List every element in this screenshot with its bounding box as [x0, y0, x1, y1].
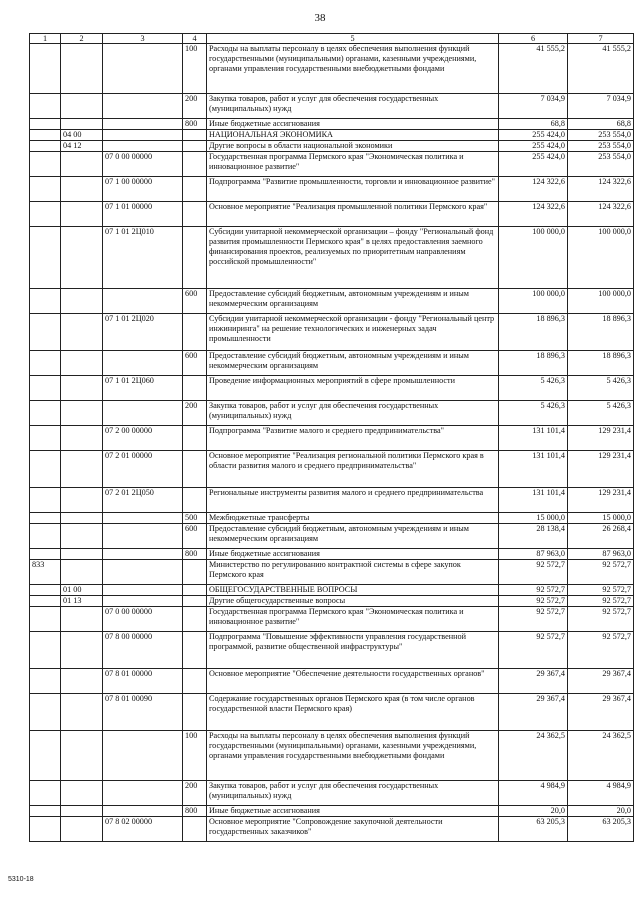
column-header: 6 — [499, 34, 568, 44]
section-code — [61, 152, 103, 177]
amount-year-2: 63 205,3 — [568, 817, 634, 842]
amount-year-2: 5 426,3 — [568, 401, 634, 426]
ministry-code — [30, 781, 61, 806]
amount-year-1: 15 000,0 — [499, 513, 568, 524]
amount-year-2: 92 572,7 — [568, 560, 634, 585]
column-header: 2 — [61, 34, 103, 44]
expense-type-code: 200 — [183, 94, 207, 119]
expense-type-code — [183, 596, 207, 607]
table-row — [30, 426, 634, 451]
ministry-code — [30, 202, 61, 227]
section-code — [61, 669, 103, 694]
table-row — [30, 376, 634, 401]
ministry-code — [30, 817, 61, 842]
budget-table — [29, 33, 634, 842]
expense-type-code: 600 — [183, 351, 207, 376]
expense-type-code: 800 — [183, 119, 207, 130]
table-body — [30, 44, 634, 842]
item-name: Субсидии унитарной некоммерческой организации - фонду "Региональный центр инжиниринга" на решение технологических и инженерных задач промышленности — [207, 314, 499, 351]
section-code — [61, 94, 103, 119]
target-article-code — [103, 585, 183, 596]
amount-year-1: 18 896,3 — [499, 314, 568, 351]
amount-year-1: 255 424,0 — [499, 130, 568, 141]
section-code — [61, 351, 103, 376]
section-code — [61, 694, 103, 731]
amount-year-1: 4 984,9 — [499, 781, 568, 806]
target-article-code: 07 8 01 00090 — [103, 694, 183, 731]
amount-year-1: 68,8 — [499, 119, 568, 130]
ministry-code — [30, 130, 61, 141]
column-header: 7 — [568, 34, 634, 44]
table-row — [30, 781, 634, 806]
ministry-code — [30, 607, 61, 632]
expense-type-code — [183, 694, 207, 731]
amount-year-1: 24 362,5 — [499, 731, 568, 781]
amount-year-2: 4 984,9 — [568, 781, 634, 806]
ministry-code — [30, 806, 61, 817]
target-article-code: 07 1 01 2Ц020 — [103, 314, 183, 351]
target-article-code: 07 8 00 00000 — [103, 632, 183, 669]
ministry-code — [30, 451, 61, 488]
table-row — [30, 44, 634, 94]
amount-year-2: 129 231,4 — [568, 451, 634, 488]
target-article-code — [103, 130, 183, 141]
target-article-code: 07 2 01 00000 — [103, 451, 183, 488]
amount-year-2: 7 034,9 — [568, 94, 634, 119]
amount-year-1: 29 367,4 — [499, 669, 568, 694]
ministry-code — [30, 119, 61, 130]
ministry-code — [30, 314, 61, 351]
target-article-code: 07 1 00 00000 — [103, 177, 183, 202]
table-row — [30, 488, 634, 513]
ministry-code — [30, 141, 61, 152]
ministry-code — [30, 524, 61, 549]
item-name: Проведение информационных мероприятий в сфере промышленности — [207, 376, 499, 401]
amount-year-1: 87 963,0 — [499, 549, 568, 560]
target-article-code: 07 2 01 2Ц050 — [103, 488, 183, 513]
amount-year-2: 124 322,6 — [568, 202, 634, 227]
item-name: Государственная программа Пермского края "Экономическая политика и инновационное развитие" — [207, 152, 499, 177]
item-name: Государственная программа Пермского края "Экономическая политика и инновационное развитие" — [207, 607, 499, 632]
amount-year-1: 5 426,3 — [499, 376, 568, 401]
amount-year-2: 129 231,4 — [568, 426, 634, 451]
amount-year-2: 92 572,7 — [568, 596, 634, 607]
amount-year-1: 18 896,3 — [499, 351, 568, 376]
amount-year-2: 68,8 — [568, 119, 634, 130]
expense-type-code: 800 — [183, 806, 207, 817]
table-row — [30, 227, 634, 289]
ministry-code — [30, 669, 61, 694]
table-row — [30, 130, 634, 141]
expense-type-code — [183, 177, 207, 202]
target-article-code — [103, 289, 183, 314]
target-article-code — [103, 141, 183, 152]
table-row — [30, 177, 634, 202]
expense-type-code: 200 — [183, 781, 207, 806]
item-name: Региональные инструменты развития малого и среднего предпринимательства — [207, 488, 499, 513]
amount-year-1: 255 424,0 — [499, 141, 568, 152]
column-header: 4 — [183, 34, 207, 44]
ministry-code — [30, 513, 61, 524]
page-number: 38 — [314, 12, 326, 24]
expense-type-code — [183, 488, 207, 513]
target-article-code — [103, 781, 183, 806]
section-code — [61, 314, 103, 351]
footer-code: 5310-18 — [8, 876, 34, 883]
item-name: Межбюджетные трансферты — [207, 513, 499, 524]
expense-type-code — [183, 202, 207, 227]
amount-year-2: 20,0 — [568, 806, 634, 817]
target-article-code: 07 0 00 00000 — [103, 152, 183, 177]
ministry-code — [30, 44, 61, 94]
section-code — [61, 488, 103, 513]
table-row — [30, 289, 634, 314]
amount-year-1: 92 572,7 — [499, 560, 568, 585]
table-row — [30, 632, 634, 669]
ministry-code — [30, 731, 61, 781]
amount-year-1: 131 101,4 — [499, 451, 568, 488]
section-code — [61, 817, 103, 842]
table-row — [30, 141, 634, 152]
expense-type-code — [183, 632, 207, 669]
item-name: Расходы на выплаты персоналу в целях обеспечения выполнения функций государственными (муниципальными) органами, казенными учреждениями, органами управления государственными внебюджетными фондами — [207, 731, 499, 781]
amount-year-2: 18 896,3 — [568, 351, 634, 376]
ministry-code — [30, 488, 61, 513]
item-name: Закупка товаров, работ и услуг для обеспечения государственных (муниципальных) нужд — [207, 781, 499, 806]
section-code — [61, 524, 103, 549]
expense-type-code — [183, 607, 207, 632]
expense-type-code — [183, 152, 207, 177]
item-name: Иные бюджетные ассигнования — [207, 119, 499, 130]
amount-year-2: 5 426,3 — [568, 376, 634, 401]
table-row — [30, 351, 634, 376]
table-row — [30, 817, 634, 842]
expense-type-code: 800 — [183, 549, 207, 560]
item-name: Предоставление субсидий бюджетным, автономным учреждениям и иным некоммерческим организациям — [207, 524, 499, 549]
column-header: 3 — [103, 34, 183, 44]
item-name: Подпрограмма "Развитие промышленности, торговли и инновационное развитие" — [207, 177, 499, 202]
item-name: Другие общегосударственные вопросы — [207, 596, 499, 607]
table-row — [30, 314, 634, 351]
amount-year-2: 24 362,5 — [568, 731, 634, 781]
expense-type-code — [183, 669, 207, 694]
amount-year-2: 29 367,4 — [568, 694, 634, 731]
item-name: Расходы на выплаты персоналу в целях обеспечения выполнения функций государственными (муниципальными) органами, казенными учреждениями, органами управления государственными внебюджетными фондами — [207, 44, 499, 94]
amount-year-2: 253 554,0 — [568, 152, 634, 177]
ministry-code — [30, 426, 61, 451]
amount-year-1: 100 000,0 — [499, 227, 568, 289]
target-article-code — [103, 401, 183, 426]
expense-type-code — [183, 817, 207, 842]
section-code — [61, 513, 103, 524]
item-name: Подпрограмма "Развитие малого и среднего предпринимательства" — [207, 426, 499, 451]
item-name: Министерство по регулированию контрактной системы в сфере закупок Пермского края — [207, 560, 499, 585]
expense-type-code — [183, 314, 207, 351]
section-code: 01 13 — [61, 596, 103, 607]
amount-year-1: 124 322,6 — [499, 202, 568, 227]
table-row — [30, 451, 634, 488]
section-code — [61, 177, 103, 202]
amount-year-2: 253 554,0 — [568, 141, 634, 152]
amount-year-1: 131 101,4 — [499, 426, 568, 451]
amount-year-1: 92 572,7 — [499, 607, 568, 632]
section-code — [61, 806, 103, 817]
table-row — [30, 401, 634, 426]
ministry-code — [30, 177, 61, 202]
table-row — [30, 596, 634, 607]
amount-year-2: 18 896,3 — [568, 314, 634, 351]
section-code — [61, 781, 103, 806]
table-row — [30, 560, 634, 585]
amount-year-2: 92 572,7 — [568, 632, 634, 669]
amount-year-2: 29 367,4 — [568, 669, 634, 694]
item-name: Другие вопросы в области национальной экономики — [207, 141, 499, 152]
item-name: Субсидии унитарной некоммерческой организации – фонду "Региональный фонд развития промышленности Пермского края" в целях предоставления заемного финансирования проектов, реализуемых по приоритетным направлениям российской промышленности" — [207, 227, 499, 289]
ministry-code — [30, 94, 61, 119]
amount-year-1: 63 205,3 — [499, 817, 568, 842]
section-code — [61, 560, 103, 585]
amount-year-2: 92 572,7 — [568, 585, 634, 596]
target-article-code: 07 1 01 2Ц010 — [103, 227, 183, 289]
target-article-code: 07 1 01 00000 — [103, 202, 183, 227]
section-code — [61, 632, 103, 669]
section-code: 04 00 — [61, 130, 103, 141]
item-name: ОБЩЕГОСУДАРСТВЕННЫЕ ВОПРОСЫ — [207, 585, 499, 596]
ministry-code — [30, 585, 61, 596]
section-code — [61, 607, 103, 632]
amount-year-1: 131 101,4 — [499, 488, 568, 513]
amount-year-1: 7 034,9 — [499, 94, 568, 119]
item-name: Иные бюджетные ассигнования — [207, 549, 499, 560]
section-code — [61, 451, 103, 488]
section-code: 04 12 — [61, 141, 103, 152]
expense-type-code — [183, 130, 207, 141]
ministry-code — [30, 694, 61, 731]
section-code — [61, 426, 103, 451]
target-article-code — [103, 806, 183, 817]
section-code: 01 00 — [61, 585, 103, 596]
table-header-row — [30, 34, 634, 44]
expense-type-code — [183, 585, 207, 596]
table-row — [30, 669, 634, 694]
item-name: НАЦИОНАЛЬНАЯ ЭКОНОМИКА — [207, 130, 499, 141]
item-name: Основное мероприятие "Реализация региональной политики Пермского края в области развития малого и среднего предпринимательства" — [207, 451, 499, 488]
column-header: 5 — [207, 34, 499, 44]
target-article-code: 07 1 01 2Ц060 — [103, 376, 183, 401]
section-code — [61, 731, 103, 781]
amount-year-2: 92 572,7 — [568, 607, 634, 632]
target-article-code: 07 0 00 00000 — [103, 607, 183, 632]
item-name: Закупка товаров, работ и услуг для обеспечения государственных (муниципальных) нужд — [207, 94, 499, 119]
amount-year-1: 92 572,7 — [499, 632, 568, 669]
ministry-code — [30, 549, 61, 560]
table-row — [30, 119, 634, 130]
target-article-code — [103, 596, 183, 607]
item-name: Основное мероприятие "Сопровождение закупочной деятельности государственных заказчиков" — [207, 817, 499, 842]
amount-year-1: 255 424,0 — [499, 152, 568, 177]
item-name: Предоставление субсидий бюджетным, автономным учреждениям и иным некоммерческим организациям — [207, 289, 499, 314]
section-code — [61, 44, 103, 94]
target-article-code — [103, 731, 183, 781]
target-article-code — [103, 44, 183, 94]
expense-type-code — [183, 426, 207, 451]
amount-year-2: 100 000,0 — [568, 289, 634, 314]
item-name: Содержание государственных органов Пермского края (в том числе органов государственной власти Пермского края) — [207, 694, 499, 731]
section-code — [61, 376, 103, 401]
table-row — [30, 513, 634, 524]
amount-year-1: 41 555,2 — [499, 44, 568, 94]
target-article-code — [103, 524, 183, 549]
target-article-code: 07 8 01 00000 — [103, 669, 183, 694]
amount-year-2: 41 555,2 — [568, 44, 634, 94]
table-row — [30, 202, 634, 227]
amount-year-1: 124 322,6 — [499, 177, 568, 202]
target-article-code: 07 8 02 00000 — [103, 817, 183, 842]
amount-year-1: 92 572,7 — [499, 596, 568, 607]
table-row — [30, 607, 634, 632]
table-row — [30, 524, 634, 549]
target-article-code — [103, 94, 183, 119]
item-name: Основное мероприятие "Реализация промышленной политики Пермского края" — [207, 202, 499, 227]
table-row — [30, 694, 634, 731]
ministry-code — [30, 376, 61, 401]
target-article-code — [103, 351, 183, 376]
amount-year-1: 20,0 — [499, 806, 568, 817]
amount-year-1: 100 000,0 — [499, 289, 568, 314]
item-name: Закупка товаров, работ и услуг для обеспечения государственных (муниципальных) нужд — [207, 401, 499, 426]
expense-type-code: 100 — [183, 44, 207, 94]
amount-year-1: 92 572,7 — [499, 585, 568, 596]
ministry-code: 833 — [30, 560, 61, 585]
target-article-code — [103, 560, 183, 585]
table-row — [30, 549, 634, 560]
amount-year-2: 26 268,4 — [568, 524, 634, 549]
section-code — [61, 289, 103, 314]
ministry-code — [30, 152, 61, 177]
item-name: Предоставление субсидий бюджетным, автономным учреждениям и иным некоммерческим организациям — [207, 351, 499, 376]
target-article-code — [103, 119, 183, 130]
expense-type-code: 100 — [183, 731, 207, 781]
amount-year-1: 28 138,4 — [499, 524, 568, 549]
item-name: Основное мероприятие "Обеспечение деятельности государственных органов" — [207, 669, 499, 694]
expense-type-code — [183, 560, 207, 585]
expense-type-code — [183, 451, 207, 488]
amount-year-2: 15 000,0 — [568, 513, 634, 524]
ministry-code — [30, 351, 61, 376]
amount-year-2: 129 231,4 — [568, 488, 634, 513]
section-code — [61, 549, 103, 560]
table-row — [30, 731, 634, 781]
expense-type-code — [183, 227, 207, 289]
expense-type-code — [183, 376, 207, 401]
ministry-code — [30, 596, 61, 607]
ministry-code — [30, 289, 61, 314]
amount-year-2: 100 000,0 — [568, 227, 634, 289]
amount-year-1: 29 367,4 — [499, 694, 568, 731]
section-code — [61, 401, 103, 426]
table-row — [30, 806, 634, 817]
table-row — [30, 152, 634, 177]
expense-type-code: 600 — [183, 289, 207, 314]
target-article-code — [103, 513, 183, 524]
amount-year-1: 5 426,3 — [499, 401, 568, 426]
ministry-code — [30, 632, 61, 669]
target-article-code — [103, 549, 183, 560]
column-header: 1 — [30, 34, 61, 44]
section-code — [61, 119, 103, 130]
item-name: Подпрограмма "Повышение эффективности управления государственной программой, развитие общественной инфраструктуры" — [207, 632, 499, 669]
table-row — [30, 585, 634, 596]
table-row — [30, 94, 634, 119]
item-name: Иные бюджетные ассигнования — [207, 806, 499, 817]
amount-year-2: 87 963,0 — [568, 549, 634, 560]
section-code — [61, 202, 103, 227]
section-code — [61, 227, 103, 289]
ministry-code — [30, 227, 61, 289]
ministry-code — [30, 401, 61, 426]
expense-type-code: 200 — [183, 401, 207, 426]
expense-type-code — [183, 141, 207, 152]
amount-year-2: 124 322,6 — [568, 177, 634, 202]
amount-year-2: 253 554,0 — [568, 130, 634, 141]
target-article-code: 07 2 00 00000 — [103, 426, 183, 451]
expense-type-code: 600 — [183, 524, 207, 549]
expense-type-code: 500 — [183, 513, 207, 524]
